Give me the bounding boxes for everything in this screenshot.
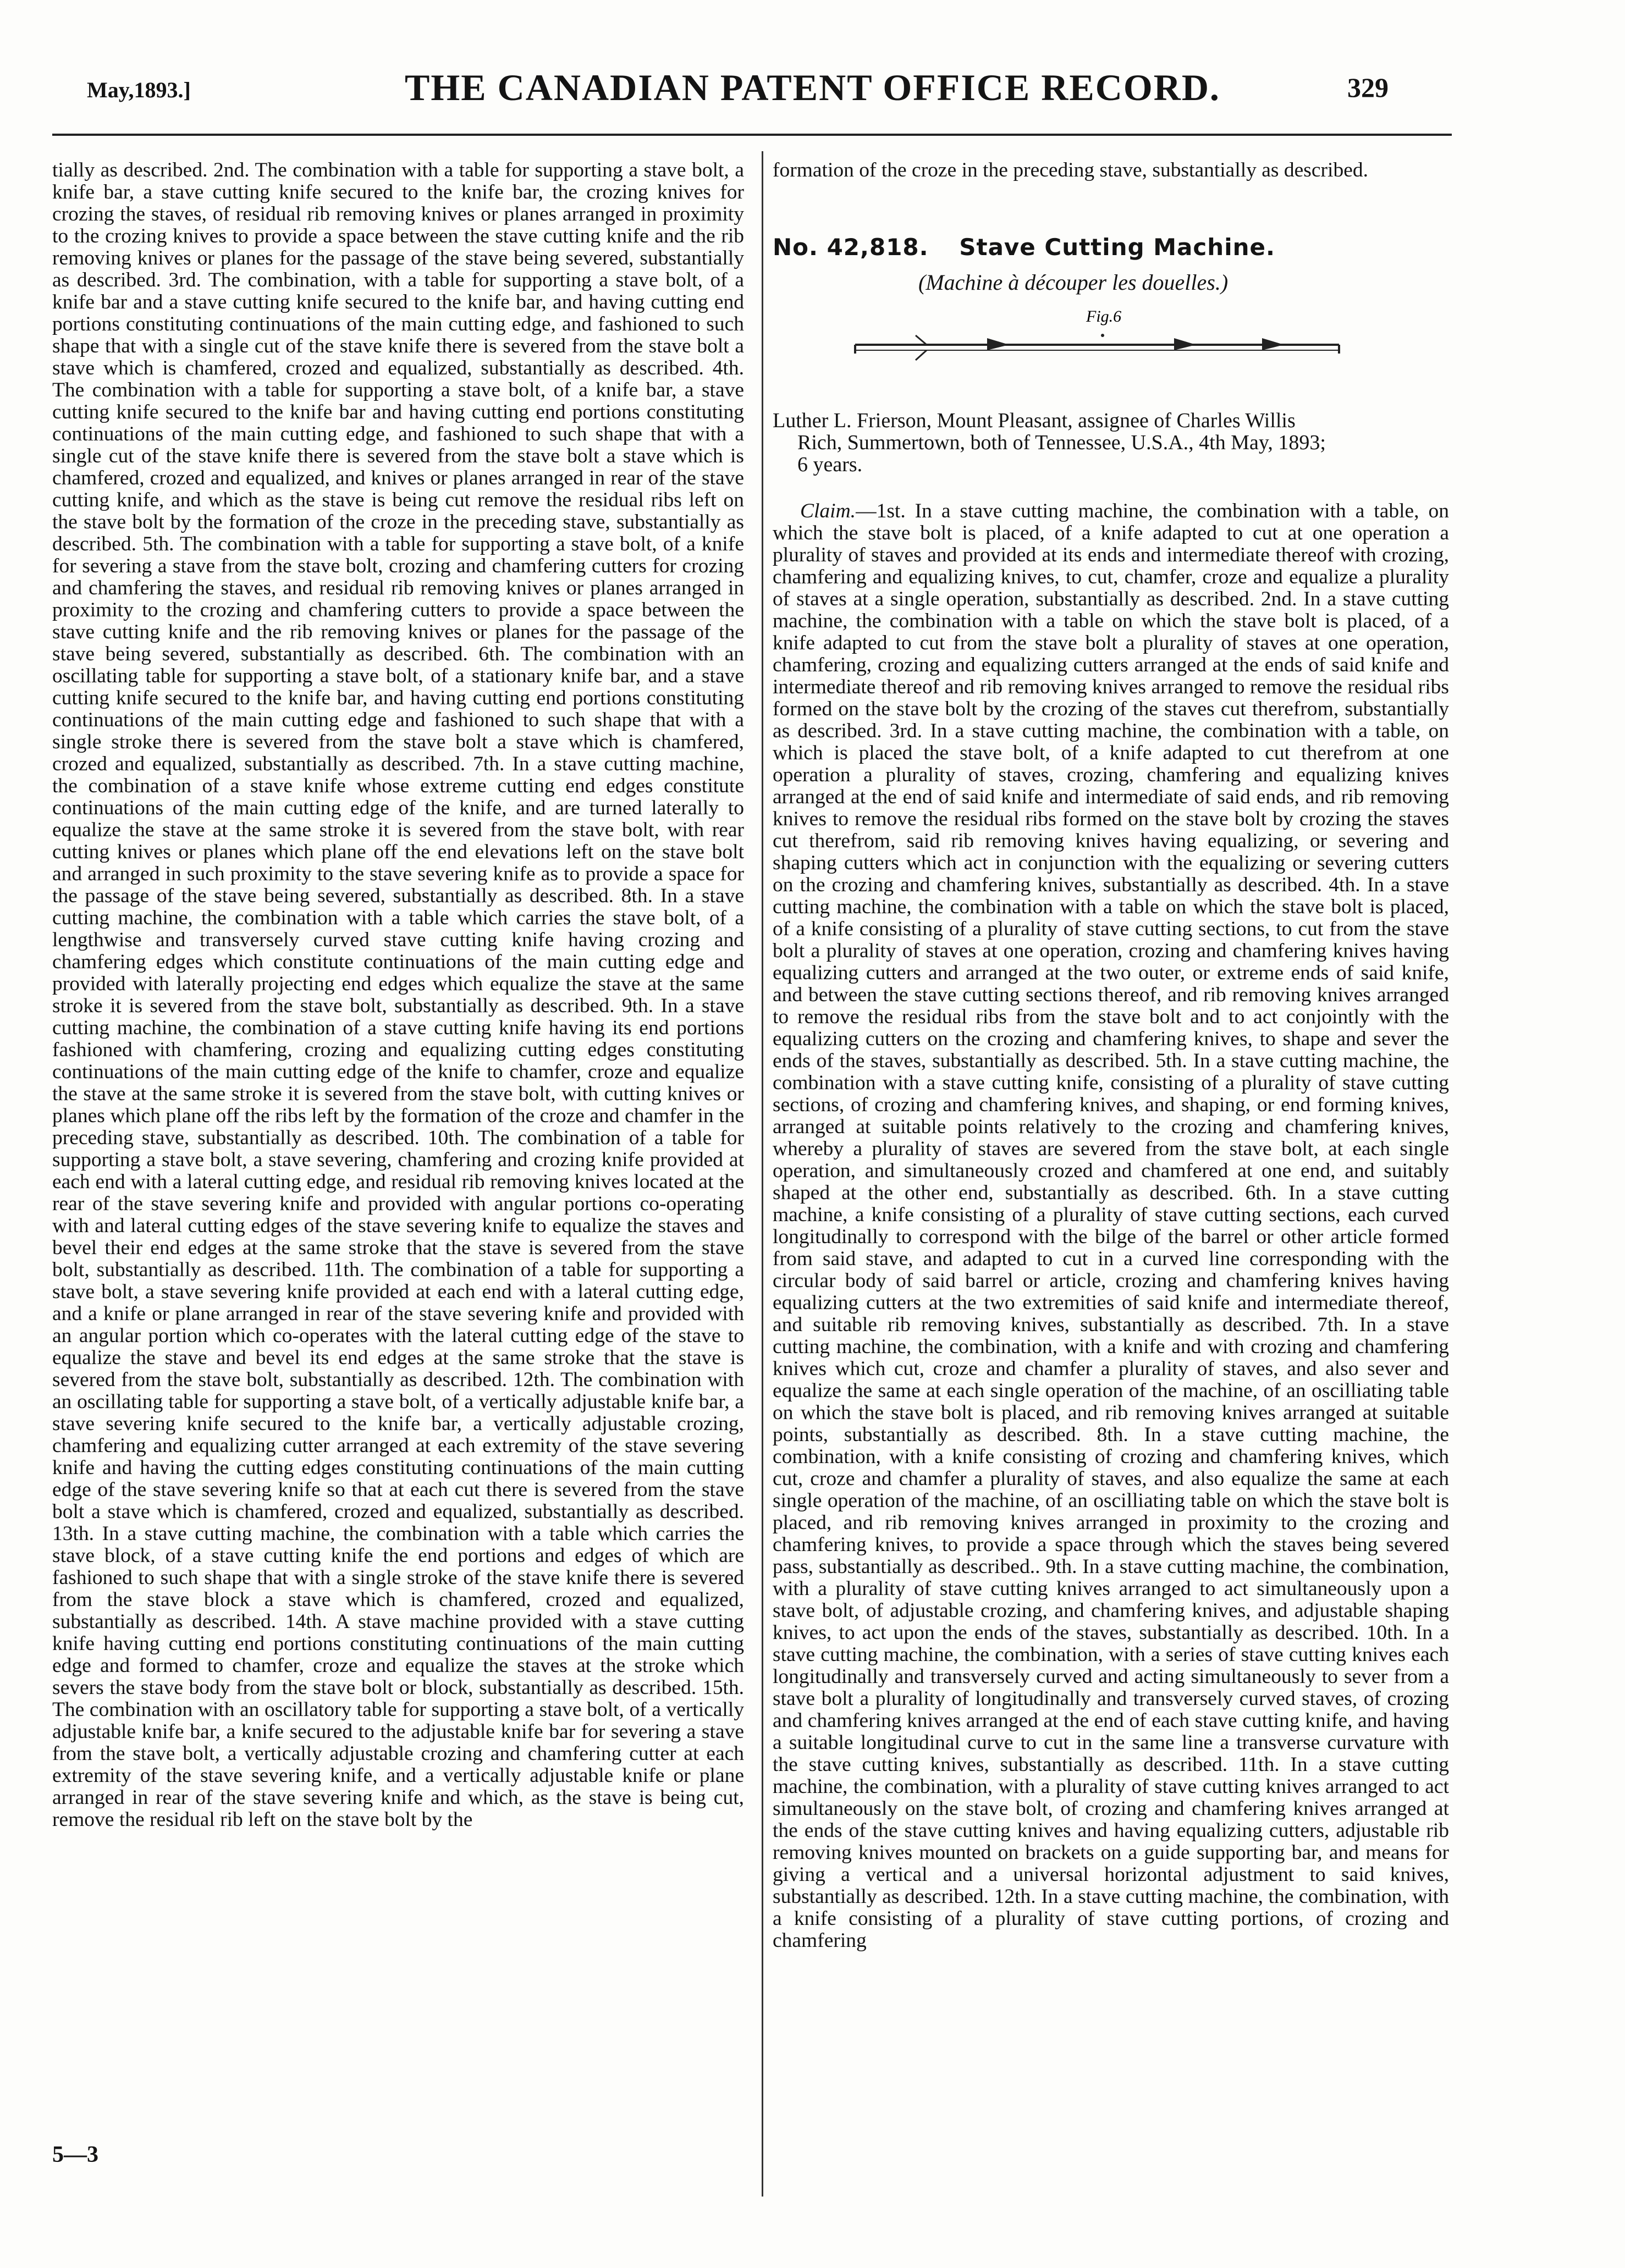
- page-number: 329: [1347, 72, 1389, 103]
- claims-paragraph: [773, 500, 1449, 1952]
- claims-column: [773, 500, 1449, 2188]
- assignee-line-2: Rich, Summertown, both of Tennessee, U.S.A., 4th May, 1893;: [797, 431, 1326, 454]
- cutter-mark-d: [916, 335, 927, 360]
- publication-title: THE CANADIAN PATENT OFFICE RECORD.: [405, 67, 1220, 108]
- assignee-line-1: Luther L. Frierson, Mount Pleasant, assignee of Charles Willis: [773, 409, 1296, 432]
- continuation-text: formation of the croze in the preceding stave, substantially as described.: [773, 159, 1368, 181]
- patent-figure: [844, 305, 1356, 377]
- issue-date: May,1893.]: [87, 78, 191, 102]
- left-column: [52, 159, 744, 2131]
- cutter-mark-b: [1174, 338, 1196, 350]
- patent-title: Stave Cutting Machine.: [959, 234, 1275, 261]
- figure-dot: [1101, 334, 1104, 337]
- header-rule: [52, 134, 1452, 136]
- column-divider: [762, 151, 763, 2197]
- signature-mark: 5—3: [52, 2142, 98, 2167]
- claims-text: —1st. In a stave cutting machine, the combination with a table, on which the stave bolt is placed, of a knife adapted to cut at one operation a plurality of staves and provided at its ends and intermediate thereof with crozing, chamfering and equalizing knives, to cut, chamfer, croze and equalize a plurality of staves at a single operation, substantially as described. 2nd. In a stave cutting machine, the combination with a table on which the stave bolt is placed, of a knife adapted to cut from the stave bolt a plurality of staves at one operation, chamfering, crozing and equalizing cutters arranged at the ends of said knife and intermediate thereof and rib removing knives arranged to remove the residual ribs formed on the stave bolt by the crozing of the staves cut therefrom, substantially as described. 3rd. In a stave cutting machine, the combination with a table, on which is placed the stave bolt, of a knife adapted to cut therefrom at one operation a plurality of staves, crozing, chamfering and equalizing knives arranged at the end of said knife and intermediate of said ends, and rib removing knives to remove the residual ribs formed on the stave bolt by crozing the staves cut therefrom, said rib removing knives having equalizing, or severing and shaping cutters which act in conjunction with the equalizing or severing cutters on the crozing and chamfering knives, substantially as described. 4th. In a stave cutting machine, the combination with a table on which the stave bolt is placed, of a knife consisting of a plurality of stave cutting sections, to cut from the stave bolt a plurality of staves at one operation, crozing and chamfering knives having equalizing cutters and arranged at the two outer, or extreme ends of said knife, and between the stave cutting sections thereof, and rib removing knives arranged to remove the residual ribs from the stave bolt and to act conjointly with the equalizing cutters on the crozing and chamfering knives, to shape and sever the ends of the staves, substantially as described. 5th. In a stave cutting machine, the combination with a stave cutting knife, consisting of a plurality of stave cutting sections, of crozing and chamfering knives, and shaping, or end forming knives, arranged at suitable points relatively to the crozing and chamfering knives, whereby a plurality of staves are severed from the stave bolt, at each single operation, and simultaneously crozed and chamfered at one end, and suitably shaped at the other end, substantially as described. 6th. In a stave cutting machine, a knife consisting of a plurality of stave cutting sections, each curved longitudinally to correspond with the bilge of the barrel or other article formed from said stave, and adapted to cut in a curved line corresponding with the circular body of said barrel or article, crozing and chamfering knives having equalizing cutters at the two extremities of said knife and intermediate thereof, and suitable rib removing knives, substantially as described. 7th. In a stave cutting machine, the combination, with a knife and with crozing and chamfering knives which cut, croze and chamfer a plurality of staves, and also sever and equalize the same at each single operation of the machine, of an oscilliating table on which the stave bolt is placed, and rib removing knives arranged at suitable points, substantially as described. 8th. In a stave cutting machine, the combination, with a knife consisting of crozing and chamfering knives, which cut, croze and chamfer a plurality of staves, and also equalize the same at each single operation of the machine, of an oscilliating table on which the stave bolt is placed, and rib removing knives arranged in proximity to the crozing and chamfering knives, to provide a space through which the staves being severed pass, substantially as described.. 9th. In a stave cutting machine, the combination, with a plurality of stave cutting knives arranged to act simultaneously upon a stave bolt, of adjustable crozing, and chamfering knives, and adjustable shaping knives, to act upon the ends of the staves, substantially as described. 10th. In a stave cutting machine, the combination, with a series of stave cutting knives each longitudinally and transversely curved and acting simultaneously to sever from a stave bolt a plurality of longitudinally and transversely curved staves, of crozing and chamfering knives arranged at the end of each stave cutting knife, and having a suitable longitudinal curve to cut in the same line a transverse curvature with the stave cutting knives, substantially as described. 11th. In a stave cutting machine, the combination, with a plurality of stave cutting knives arranged to act simultaneously on the stave bolt, of crozing and chamfering knives arranged at the ends of the stave cutting knives and having equalizing cutters, adjustable rib removing knives mounted on brackets on a guide supporting bar, and means for giving a vertical and a universal horizontal adjustment to said knives, substantially as described. 12th. In a stave cutting machine, the combination, with a knife consisting of a plurality of stave cutting portions, of crozing and chamfering: [773, 500, 1449, 1952]
- patent-number: No. 42,818.: [773, 234, 929, 261]
- assignee-block: [773, 410, 1449, 476]
- left-column-text: tially as described. 2nd. The combination with a table for supporting a stave bolt, a knife bar, a stave cutting knife secured to the knife bar, the crozing knives for crozing the staves, of residual rib removing knives or planes arranged in proximity to the crozing knives to provide a space between the stave cutting knife and the rib removing knives or planes for the passage of the stave being severed, substantially as described. 3rd. The combination, with a table for supporting a stave bolt, of a knife bar and a stave cutting knife secured to the knife bar, and having cutting end portions constituting continuations of the main cutting edge, and fashioned to such shape that with a single cut of the stave knife there is severed from the stave bolt a stave which is chamfered, crozed and equalized, substantially as described. 4th. The combination with a table for supporting a stave bolt, of a knife bar, a stave cutting knife secured to the knife bar and having cutting end portions constituting continuations of the main cutting edge, and fashioned to such shape that with a single cut of the stave knife there is severed from the stave bolt a stave which is chamfered, crozed and equalized, and knives or planes arranged in rear of the stave cutting knife, and which as the stave is being cut remove the residual ribs left on the stave bolt by the formation of the croze in the preceding stave, substantially as described. 5th. The combination with a table for supporting a stave bolt, of a knife for severing a stave from the stave bolt, crozing and chamfering cutters for crozing and chamfering the staves, and residual rib removing knives or planes arranged in proximity to the crozing and chamfering cutters to provide a space between the stave cutting knife and the rib removing knives or planes for the passage of the stave being severed, substantially as described. 6th. The combination with an oscillating table for supporting a stave bolt, of a stationary knife bar, and a stave cutting knife secured to the knife bar, and having cutting end portions constituting continuations of the main cutting edge and fashioned to such shape that with a single stroke there is severed from the stave bolt a stave which is chamfered, crozed and equalized, substantially as described. 7th. In a stave cutting machine, the combination of a stave knife whose extreme cutting end edges constitute continuations of the main cutting edge of the knife, and are turned laterally to equalize the stave at the same stroke it is severed from the stave bolt, with rear cutting knives or planes which plane off the end elevations left on the stave bolt and arranged in such proximity to the stave severing knife as to provide a space for the passage of the stave being severed, substantially as described. 8th. In a stave cutting machine, the combination with a table which carries the stave bolt, of a lengthwise and transversely curved stave cutting knife having crozing and chamfering edges which constitute continuations of the main cutting edge and provided with laterally projecting end edges which equalize the stave at the same stroke it is severed from the stave bolt, substantially as described. 9th. In a stave cutting machine, the combination of a stave cutting knife having its end portions fashioned with chamfering, crozing and equalizing cutting edges constituting continuations of the main cutting edge of the knife to chamfer, croze and equalize the stave at the same stroke it is severed from the stave bolt, with cutting knives or planes which plane off the ribs left by the formation of the croze and chamfer in the preceding stave, substantially as described. 10th. The combination of a table for supporting a stave bolt, a stave severing, chamfering and crozing knife provided at each end with a lateral cutting edge, and residual rib removing knives located at the rear of the stave severing knife and provided with angular portions co-operating with and lateral cutting edges of the stave severing knife to equalize the staves and bevel their end edges at the same stroke that the stave is severed from the stave bolt, substantially as described. 11th. The combination of a table for supporting a stave bolt, a stave severing knife provided at each end with a lateral cutting edge, and a knife or plane arranged in rear of the stave severing knife and provided with an angular portion which co-operates with the lateral cutting edge of the stave to equalize the stave and bevel its end edges at the same stroke that the stave is severed from the stave bolt, substantially as described. 12th. The combination with an oscillating table for supporting a stave bolt, of a vertically adjustable knife bar, a stave severing knife secured to the knife bar, a vertically adjustable crozing, chamfering and equalizing cutter arranged at each extremity of the stave severing knife and having the cutting edges constituting continuations of the main cutting edge of the stave severing knife so that at each cut there is severed from the stave bolt a stave which is chamfered, crozed and equalized, substantially as described. 13th. In a stave cutting machine, the combination with a table which carries the stave block, of a stave cutting knife the end portions and edges of which are fashioned to such shape that with a single stroke of the stave knife there is severed from the stave block a stave which is chamfered, crozed and equalized, substantially as described. 14th. A stave machine provided with a stave cutting knife having cutting end portions constituting continuations of the main cutting edge and formed to chamfer, croze and equalize the staves at the stroke which severs the stave body from the stave bolt or block, substantially as described. 15th. The combination with an oscillatory table for supporting a stave bolt, of a vertically adjustable knife bar, a knife secured to the adjustable knife bar for severing a stave from the stave bolt, a vertically adjustable crozing and chamfering cutter at each extremity of the stave severing knife, and a vertically adjustable knife or plane arranged in rear of the stave severing knife and which, as the stave is being cut, remove the residual rib left on the stave bolt by the: [52, 159, 744, 1831]
- assignee-line-3: 6 years.: [797, 453, 863, 476]
- claim-lead: Claim.: [800, 500, 856, 522]
- cutter-mark-a: [987, 338, 1009, 350]
- patent-title-french: (Machine à découper les douelles.): [918, 270, 1229, 295]
- figure-label: Fig.6: [1086, 307, 1122, 325]
- cutter-mark-c: [1262, 338, 1284, 350]
- patent-heading: [773, 234, 1297, 261]
- right-column-continuation: [773, 159, 1449, 181]
